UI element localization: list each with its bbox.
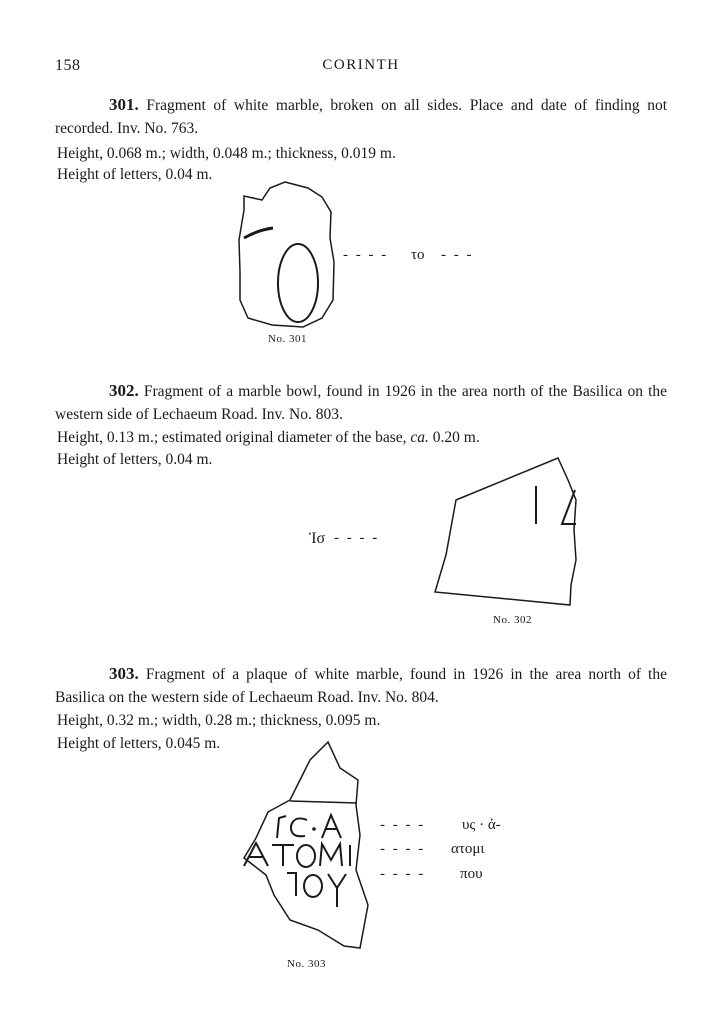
transcription-text: το [411,247,425,263]
transcription-text: που [460,866,483,882]
entry-302-letter-height: Height of letters, 0.04 m. [57,451,213,468]
entry-number: 302. [109,381,139,400]
entry-303-dimensions: Height, 0.32 m.; width, 0.28 m.; thickness, 0.095 m. [57,712,381,729]
transcription-text: υς · ἀ- [462,817,501,833]
transcription-dashes: - - - - [380,841,426,857]
figure-caption: No. 302 [493,614,532,626]
running-title: CORINTH [322,57,400,73]
entry-301-letter-height: Height of letters, 0.04 m. [57,166,213,183]
transcription-text: ατομι [451,841,485,857]
dimensions-text: Height, 0.13 m.; estimated original diameter of the base, [57,429,411,446]
entry-text: Fragment of white marble, broken on all sides. Place and date of finding not recorded. Inv. No. 763. [55,97,668,137]
page-number: 158 [55,57,81,74]
figure-caption: No. 301 [268,333,307,345]
dimensions-text: 0.20 m. [428,429,480,446]
entry-text: Fragment of a marble bowl, found in 1926 in the area north of the Basilica on the western side of Lechaeum Road. Inv. No. 803. [55,383,668,423]
transcription-dashes: - - - - [380,817,426,833]
transcription-text: Ἰσ [309,530,326,547]
circa-abbrev: ca. [410,429,429,446]
transcription-dashes: - - - - [334,530,380,546]
entry-303-letter-height: Height of letters, 0.045 m. [57,735,221,752]
entry-301-dimensions: Height, 0.068 m.; width, 0.048 m.; thickness, 0.019 m. [57,145,396,162]
transcription-dashes: - - - [441,247,474,263]
transcription-dashes: - - - - [380,866,426,882]
transcription-dashes: - - - - [343,247,389,263]
figure-caption: No. 303 [287,958,326,970]
entry-number: 303. [109,664,139,683]
entry-text: Fragment of a plaque of white marble, found in 1926 in the area north of the Basilica on the western side of Lechaeum Road. Inv. No. 804. [55,666,667,706]
entry-number: 301. [109,95,139,114]
